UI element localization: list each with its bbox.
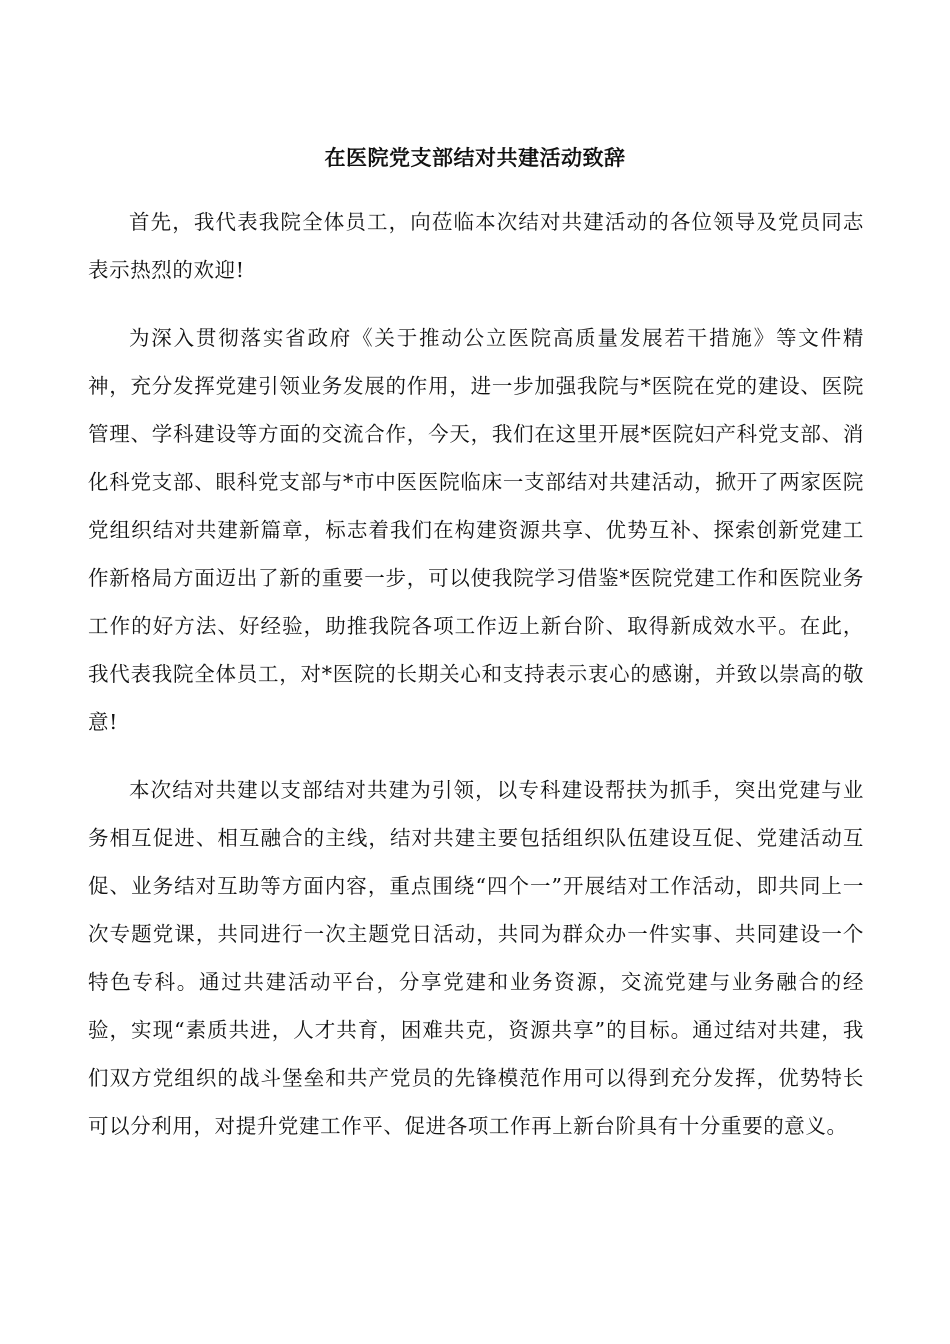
paragraph-welcome: 首先，我代表我院全体员工，向莅临本次结对共建活动的各位领导及党员同志表示热烈的欢迎!	[88, 210, 864, 282]
document-title: 在医院党支部结对共建活动致辞	[324, 145, 626, 170]
paragraph-content: 本次结对共建以支部结对共建为引领，以专科建设帮扶为抓手，突出党建与业务相互促进、相互融合的主线，结对共建主要包括组织队伍建设互促、党建活动互促、业务结对互助等方面内容，重点围绕“四个一”开展结对工作活动，即共同上一次专题党课，共同进行一次主题党日活动，共同为群众办一件实事、共同建设一个特色专科。通过共建活动平台，分享党建和业务资源，交流党建与业务融合的经验，实现“素质共进，人才共育，困难共克，资源共享”的目标。通过结对共建，我们双方党组织的战斗堡垒和共产党员的先锋模范作用可以得到充分发挥，优势特长可以分利用，对提升党建工作平、促进各项工作再上新台阶具有十分重要的意义。	[88, 778, 864, 1138]
document-body	[88, 198, 864, 1170]
paragraph-background: 为深入贯彻落实省政府《关于推动公立医院高质量发展若干措施》等文件精神，充分发挥党建引领业务发展的作用，进一步加强我院与*医院在党的建设、医院管理、学科建设等方面的交流合作，今天，我们在这里开展*医院妇产科党支部、消化科党支部、眼科党支部与*市中医医院临床一支部结对共建活动，掀开了两家医院党组织结对共建新篇章，标志着我们在构建资源共享、优势互补、探索创新党建工作新格局方面迈出了新的重要一步，可以使我院学习借鉴*医院党建工作和医院业务工作的好方法、好经验，助推我院各项工作迈上新台阶、取得新成效水平。在此，我代表我院全体员工，对*医院的长期关心和支持表示衷心的感谢，并致以崇高的敬意!	[88, 326, 864, 734]
